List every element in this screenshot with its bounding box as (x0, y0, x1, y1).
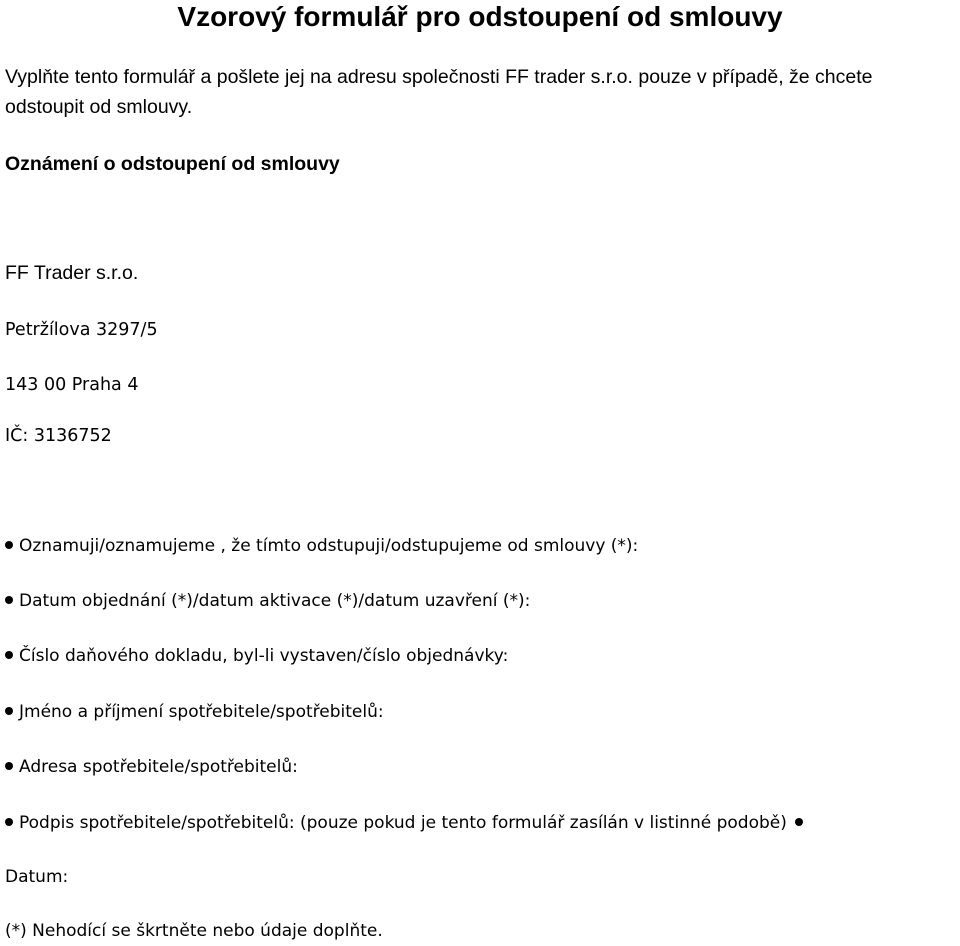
bullet-icon (5, 818, 13, 826)
field-label: Jméno a příjmení spotřebitele/spotřebitelů: (19, 702, 384, 722)
date-label: Datum: (5, 867, 69, 887)
bullet-icon (5, 541, 13, 549)
field-consumer-address (5, 752, 298, 782)
field-label: Číslo daňového dokladu, byl-li vystaven/číslo objednávky: (19, 646, 509, 666)
company-city: 143 00 Praha 4 (5, 375, 139, 395)
bullet-icon (795, 818, 803, 826)
field-label: Podpis spotřebitele/spotřebitelů: (pouze pokud je tento formulář zasílán v listinné podobě) (19, 813, 787, 833)
field-consumer-name (5, 697, 384, 727)
intro-paragraph: Vyplňte tento formulář a pošlete jej na adresu společnosti FF trader s.r.o. pouze v případě, že chcete odstoupit od smlouvy. (5, 66, 873, 118)
company-id: IČ: 3136752 (5, 426, 112, 446)
section-heading: Oznámení o odstoupení od smlouvy (5, 153, 340, 175)
field-label: Adresa spotřebitele/spotřebitelů: (19, 757, 298, 777)
footnote: (*) Nehodící se škrtněte nebo údaje doplňte. (5, 921, 383, 941)
field-label: Datum objednání (*)/datum aktivace (*)/datum uzavření (*): (19, 591, 531, 611)
bullet-icon (5, 651, 13, 659)
field-order-date (5, 586, 530, 616)
field-consumer-signature (5, 808, 803, 838)
bullet-icon (5, 762, 13, 770)
field-document-number (5, 641, 508, 671)
bullet-icon (5, 707, 13, 715)
bullet-icon (5, 596, 13, 604)
field-withdrawal-statement (5, 531, 638, 561)
field-label: Oznamuji/oznamujeme , že tímto odstupuji/odstupujeme od smlouvy (*): (19, 536, 639, 556)
company-street: Petržílova 3297/5 (5, 320, 158, 340)
company-name: FF Trader s.r.o. (5, 262, 139, 284)
page-title: Vzorový formulář pro odstoupení od smlouvy (177, 1, 783, 32)
